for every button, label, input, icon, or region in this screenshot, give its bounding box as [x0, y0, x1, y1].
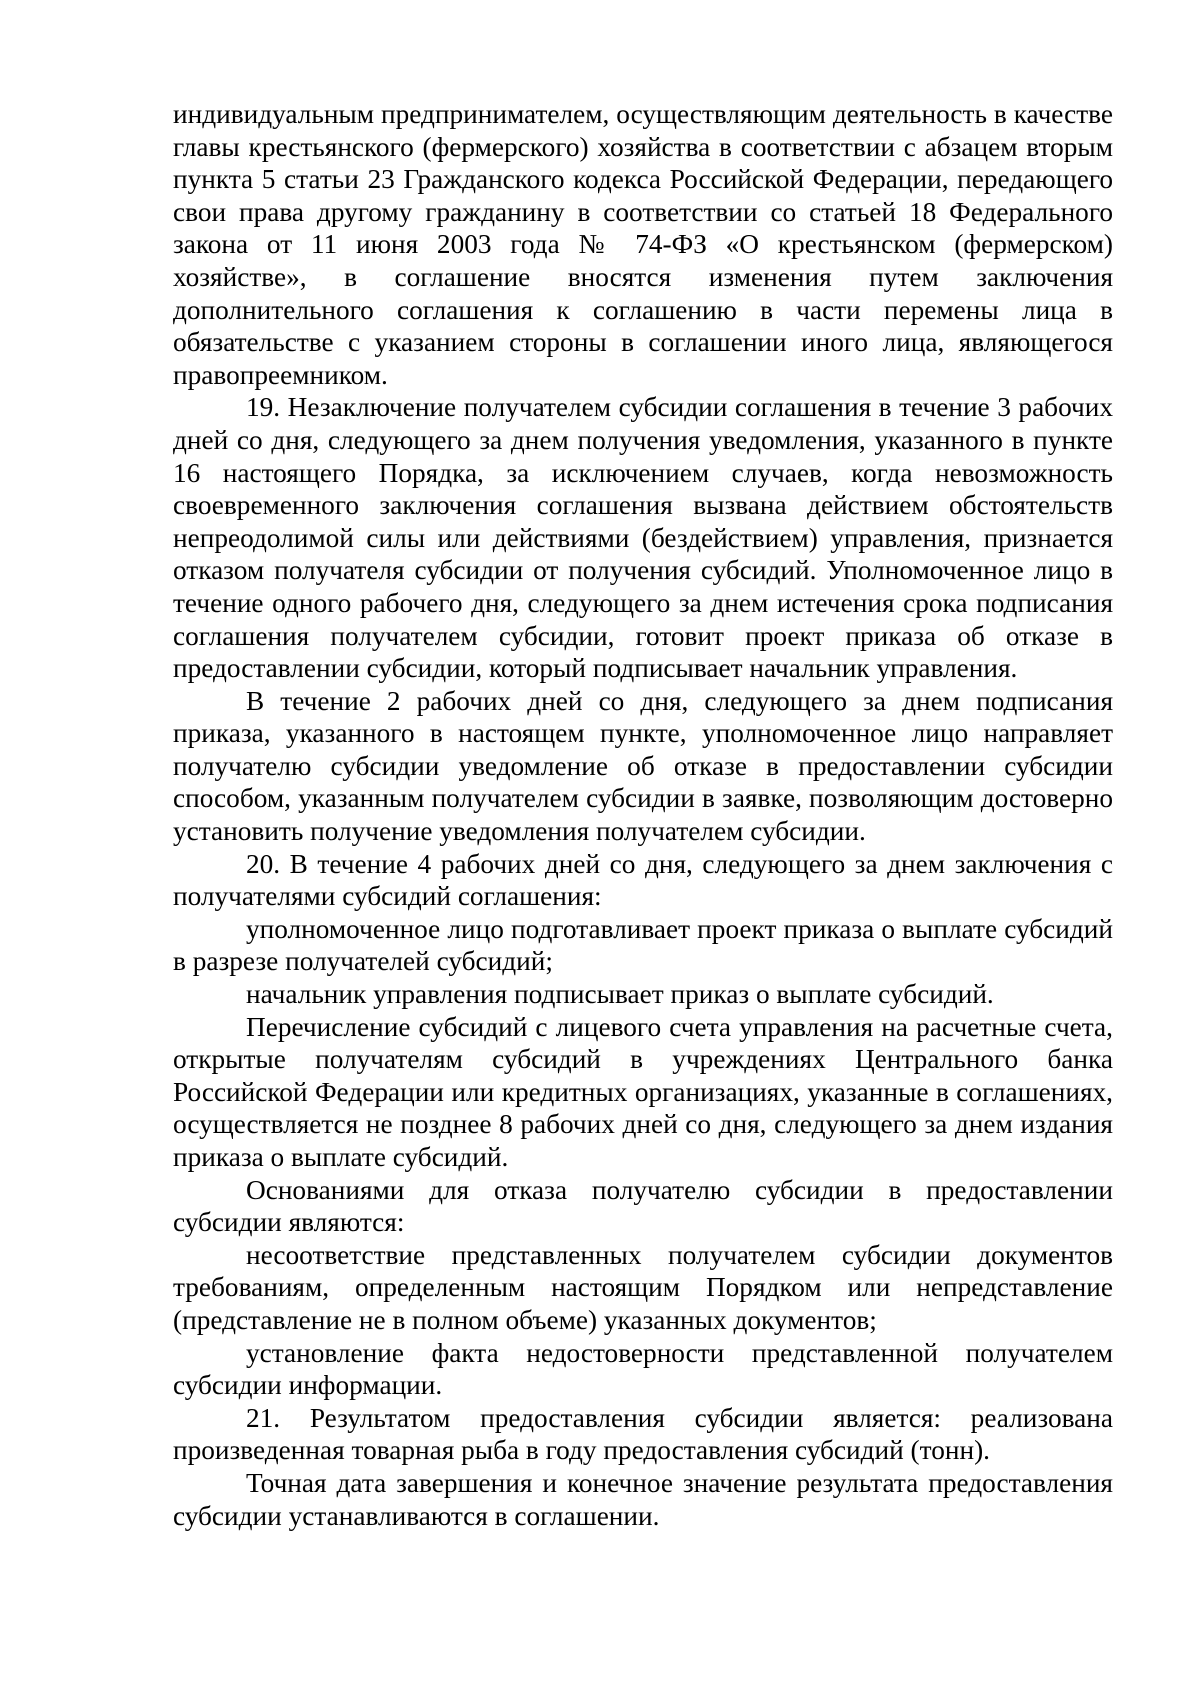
paragraph-19: 19. Незаключение получателем субсидии соглашения в течение 3 рабочих дней со дня, следующего за днем получения уведомления, указанного в пункте 16 настоящего Порядка, за исключением случаев, когда невозможность своевременного заключения соглашения вызвана действием обстоятельств непреодолимой силы или действиями (бездействием) управления, признается отказом получателя субсидии от получения субсидий. Уполномоченное лицо в течение одного рабочего дня, следующего за днем истечения срока подписания соглашения получателем субсидии, готовит проект приказа об отказе в предоставлении субсидии, который подписывает начальник управления.	[173, 392, 1113, 684]
paragraph-refusal-ground-1: несоответствие представленных получателем субсидии документов требованиям, определенным настоящим Порядком или непредставление (представление не в полном объеме) указанных документов;	[173, 1239, 1113, 1335]
paragraph-21: 21. Результатом предоставления субсидии является: реализована произведенная товарная рыба в году предоставления субсидий (тонн).	[173, 1402, 1113, 1466]
paragraph-21-result-date: Точная дата завершения и конечное значение результата предоставления субсидии устанавливаются в соглашении.	[173, 1467, 1113, 1531]
paragraph-continuation: индивидуальным предпринимателем, осуществляющим деятельность в качестве главы крестьянского (фермерского) хозяйства в соответствии с абзацем вторым пункта 5 статьи 23 Гражданского кодекса Российской Федерации, передающего свои права другому гражданину в соответствии со статьей 18 Федерального закона от 11 июня 2003 года № 74-ФЗ «О крестьянском (фермерском) хозяйстве», в соглашение вносятся изменения путем заключения дополнительного соглашения к соглашению в части перемены лица в обязательстве с указанием стороны в соглашении иного лица, являющегося правопреемником.	[173, 99, 1113, 390]
document-body	[173, 98, 1113, 1532]
paragraph-20-transfer: Перечисление субсидий с лицевого счета управления на расчетные счета, открытые получателям субсидий в учреждениях Центрального банка Российской Федерации или кредитных организациях, указанные в соглашениях, осуществляется не позднее 8 рабочих дней со дня, следующего за днем издания приказа о выплате субсидий.	[173, 1011, 1113, 1172]
paragraph-refusal-grounds: Основаниями для отказа получателю субсидии в предоставлении субсидии являются:	[173, 1174, 1113, 1238]
paragraph-refusal-ground-2: установление факта недостоверности представленной получателем субсидии информации.	[173, 1337, 1113, 1401]
paragraph-20-item-2: начальник управления подписывает приказ о выплате субсидий.	[246, 979, 994, 1010]
paragraph-19-notice: В течение 2 рабочих дней со дня, следующего за днем подписания приказа, указанного в настоящем пункте, уполномоченное лицо направляет получателю субсидии уведомление об отказе в предоставлении субсидии способом, указанным получателем субсидии в заявке, позволяющим достоверно установить получение уведомления получателем субсидии.	[173, 685, 1113, 847]
paragraph-20-item-1: уполномоченное лицо подготавливает проект приказа о выплате субсидий в разрезе получателей субсидий;	[173, 913, 1113, 977]
paragraph-20: 20. В течение 4 рабочих дней со дня, следующего за днем заключения с получателями субсидий соглашения:	[173, 848, 1113, 912]
